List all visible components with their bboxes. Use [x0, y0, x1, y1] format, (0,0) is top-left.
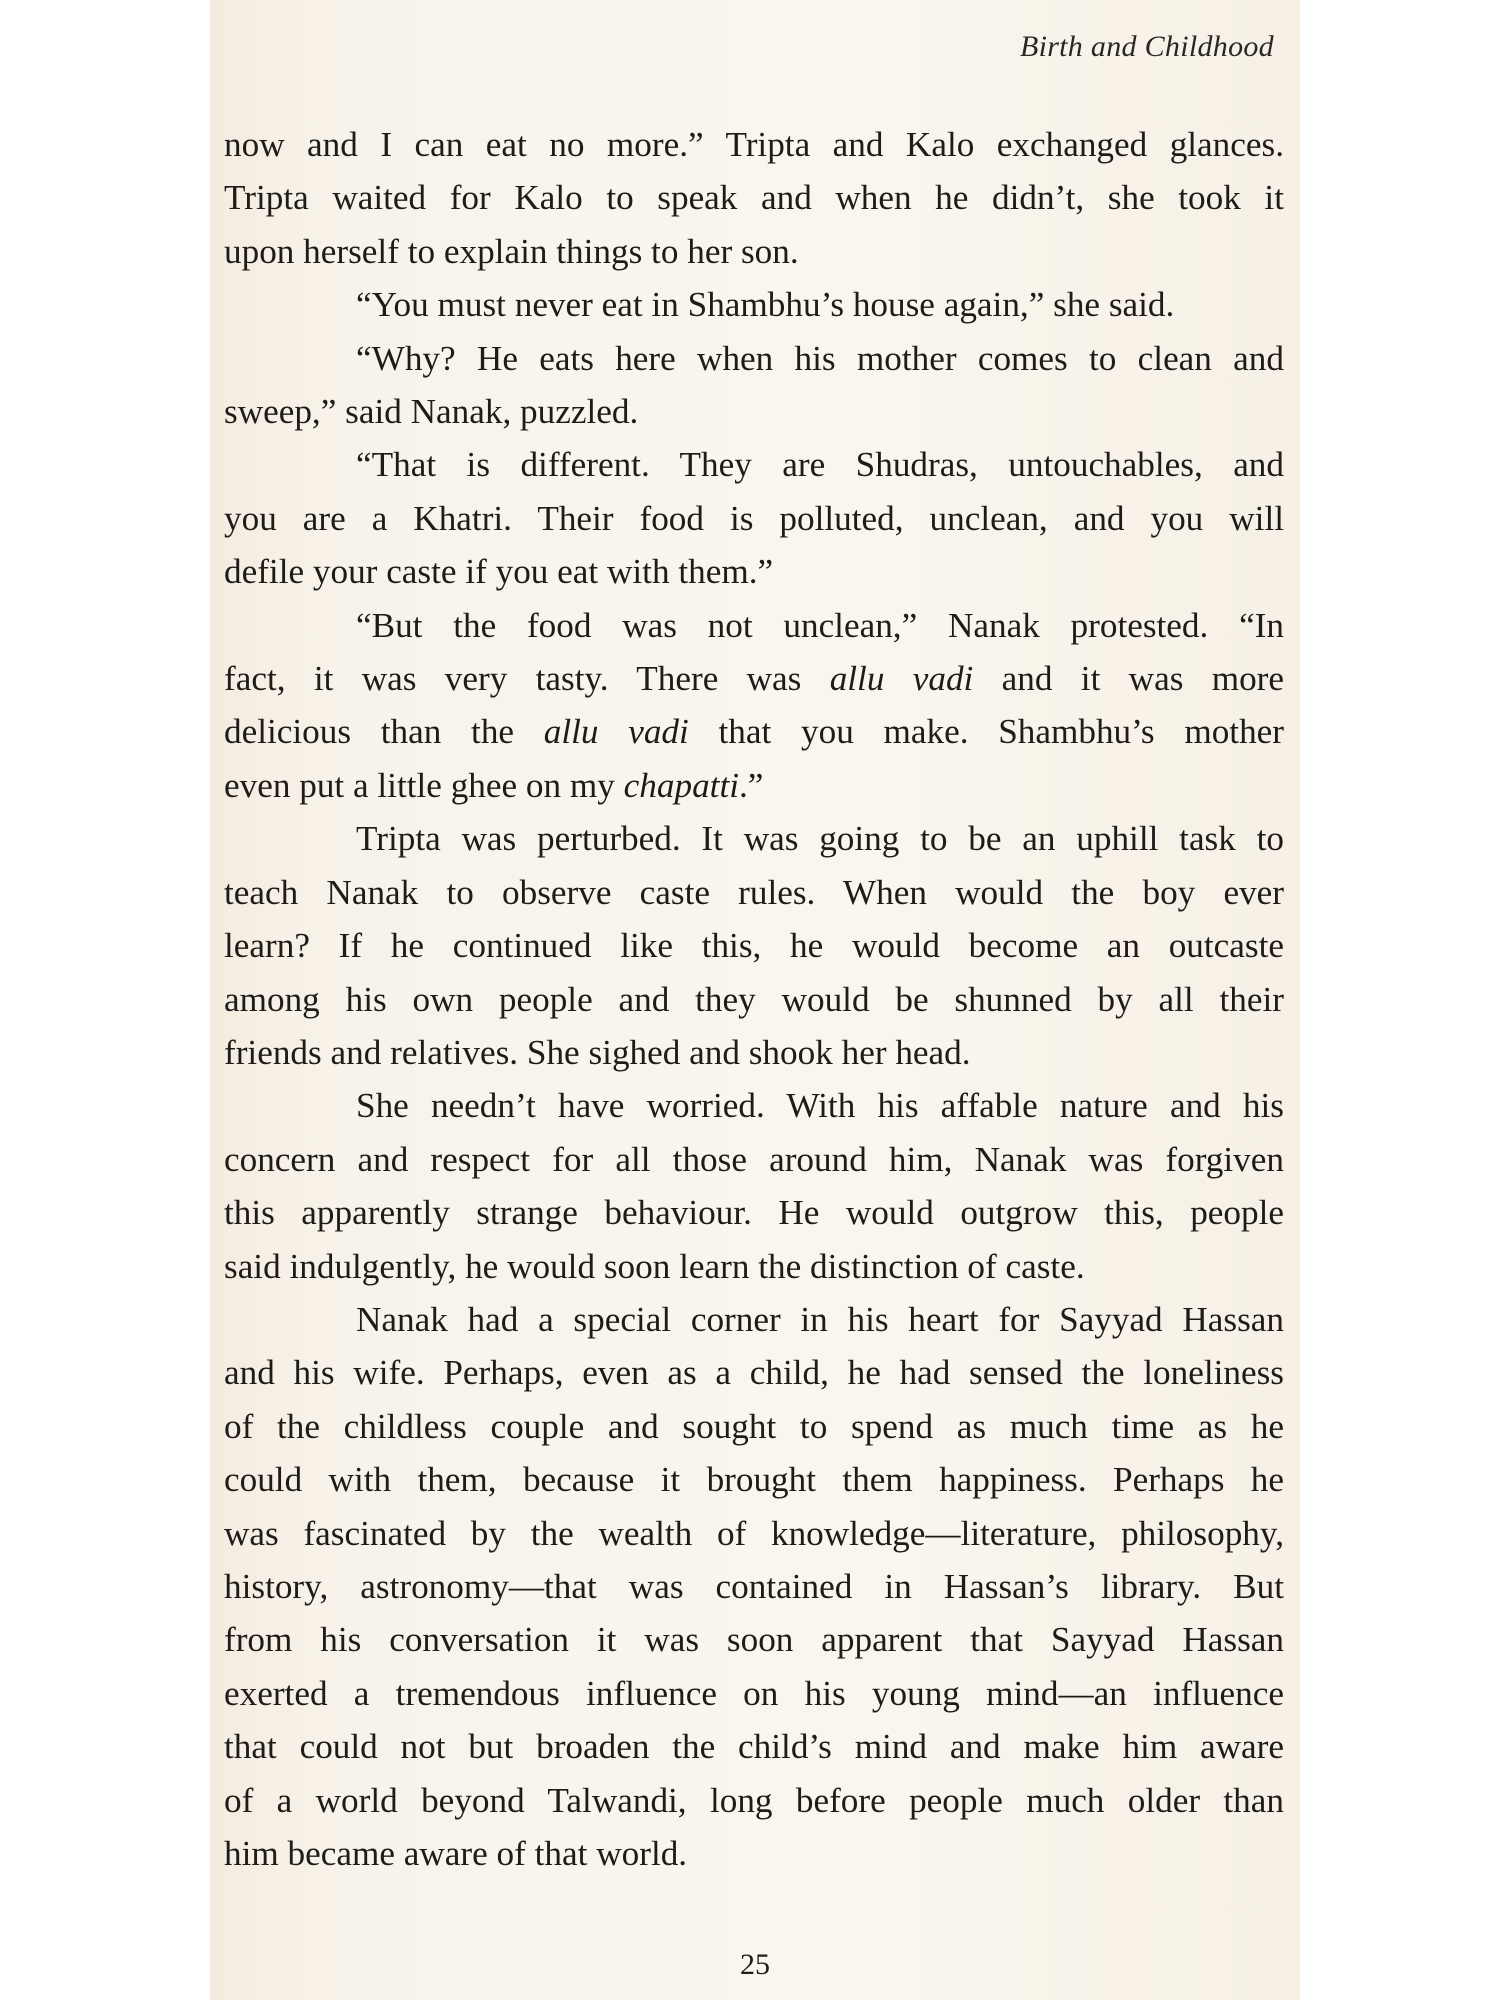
text-line: “That is different. They are Shudras, untouchables, and [356, 445, 1284, 485]
page-number: 25 [740, 1948, 770, 1981]
text-line: history, astronomy—that was contained in Hassan’s library. But [224, 1566, 1284, 1606]
italic-term: chapatti [623, 765, 739, 805]
text-run: fact, it was very tasty. There was [224, 659, 830, 699]
text-line [224, 705, 1284, 758]
text-line: teach Nanak to observe caste rules. When would the boy ever [224, 872, 1284, 912]
text-line: friends and relatives. She sighed and shook her head. [224, 1032, 971, 1072]
text-line: him became aware of that world. [224, 1834, 688, 1873]
text-line: and his wife. Perhaps, even as a child, he had sensed the loneliness [224, 1353, 1284, 1393]
text-line: sweep,” said Nanak, puzzled. [224, 392, 639, 432]
text-line: “You must never eat in Shambhu’s house again,” she said. [356, 285, 1175, 325]
text-line: of a world beyond Talwandi, long before people much older than [224, 1780, 1284, 1820]
text-line: said indulgently, he would soon learn the distinction of caste. [224, 1246, 1085, 1286]
text-line: this apparently strange behaviour. He would outgrow this, people [224, 1193, 1284, 1233]
running-head: Birth and Childhood [1019, 30, 1274, 63]
text-line: She needn’t have worried. With his affable nature and his [356, 1086, 1284, 1126]
text-line: “Why? He eats here when his mother comes to clean and [356, 338, 1284, 378]
text-run: and it was more [973, 659, 1285, 699]
text-line: now and I can eat no more.” Tripta and Kalo exchanged glances. [224, 125, 1284, 164]
text-line: “But the food was not unclean,” Nanak protested. “In [356, 605, 1284, 645]
text-run: that you make. Shambhu’s mother [688, 712, 1285, 752]
italic-term: allu vadi [829, 659, 974, 699]
text-run: delicious than the [224, 712, 544, 752]
text-run: even put a little ghee on my [224, 765, 624, 805]
book-page [210, 0, 1300, 2000]
text-line [224, 652, 1284, 705]
text-line: you are a Khatri. Their food is polluted, unclean, and you will [224, 498, 1284, 538]
text-line: learn? If he continued like this, he would become an outcaste [224, 926, 1284, 966]
text-line: that could not but broaden the child’s mind and make him aware [224, 1727, 1284, 1767]
text-line: concern and respect for all those around him, Nanak was forgiven [224, 1139, 1284, 1179]
text-line: exerted a tremendous influence on his young mind—an influence [224, 1673, 1284, 1713]
text-line: could with them, because it brought them happiness. Perhaps he [224, 1460, 1284, 1500]
text-line: was fascinated by the wealth of knowledge—literature, philosophy, [224, 1513, 1284, 1553]
text-line: upon herself to explain things to her son. [224, 231, 799, 271]
text-line: defile your caste if you eat with them.” [224, 552, 774, 592]
text-line: of the childless couple and sought to spend as much time as he [224, 1406, 1284, 1446]
text-line: from his conversation it was soon apparent that Sayyad Hassan [224, 1620, 1284, 1660]
text-line: among his own people and they would be shunned by all their [224, 979, 1284, 1019]
body-text [224, 118, 1284, 1880]
text-run: .” [739, 765, 764, 805]
text-line: Tripta was perturbed. It was going to be an uphill task to [356, 819, 1284, 859]
text-line: Tripta waited for Kalo to speak and when he didn’t, she took it [224, 178, 1284, 218]
text-line: Nanak had a special corner in his heart for Sayyad Hassan [356, 1299, 1284, 1339]
text-line [224, 759, 1284, 812]
italic-term: allu vadi [543, 712, 689, 752]
